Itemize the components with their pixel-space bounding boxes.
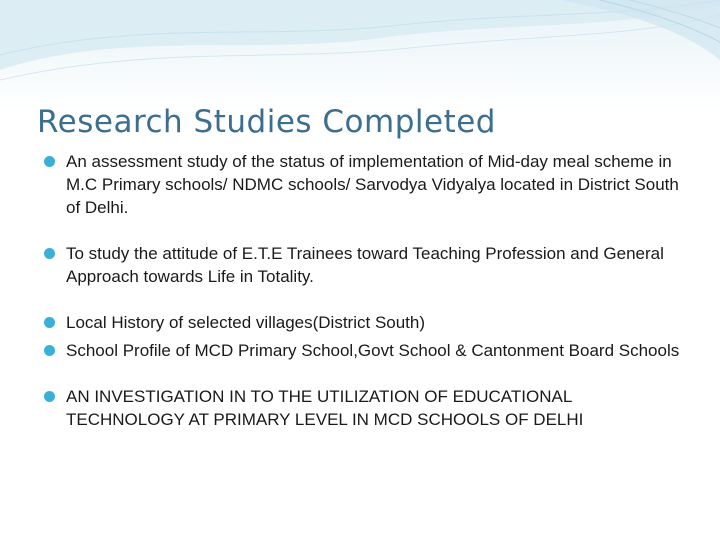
bullet-text: To study the attitude of E.T.E Trainees toward Teaching Profession and General Approach towards Life in Totality. bbox=[66, 244, 664, 286]
header-wave-graphic bbox=[0, 0, 720, 110]
bullet-text: Local History of selected villages(District South) bbox=[66, 313, 426, 332]
bullet-dot-icon bbox=[44, 156, 55, 167]
bullet-text: AN INVESTIGATION IN TO THE UTILIZATION OF EDUCATIONAL TECHNOLOGY AT PRIMARY LEVEL IN MCD SCHOOLS OF DELHI bbox=[66, 387, 584, 429]
bullet-list bbox=[44, 150, 684, 431]
bullet-dot-icon bbox=[44, 317, 55, 328]
bullet-text: School Profile of MCD Primary School,Govt School & Cantonment Board Schools bbox=[66, 341, 680, 360]
bullet-item bbox=[44, 150, 684, 219]
bullet-dot-icon bbox=[44, 345, 55, 356]
bullet-dot-icon bbox=[44, 248, 55, 259]
header-decoration bbox=[0, 0, 720, 110]
bullet-text: An assessment study of the status of implementation of Mid-day meal scheme in M.C Primary schools/ NDMC schools/ Sarvodya Vidyalya located in District South of Delhi. bbox=[66, 152, 679, 217]
bullet-item bbox=[44, 242, 684, 288]
slide-title: Research Studies Completed bbox=[37, 104, 496, 140]
bullet-item bbox=[44, 385, 684, 431]
bullet-item bbox=[44, 311, 684, 334]
bullet-dot-icon bbox=[44, 391, 55, 402]
bullet-item bbox=[44, 339, 684, 362]
